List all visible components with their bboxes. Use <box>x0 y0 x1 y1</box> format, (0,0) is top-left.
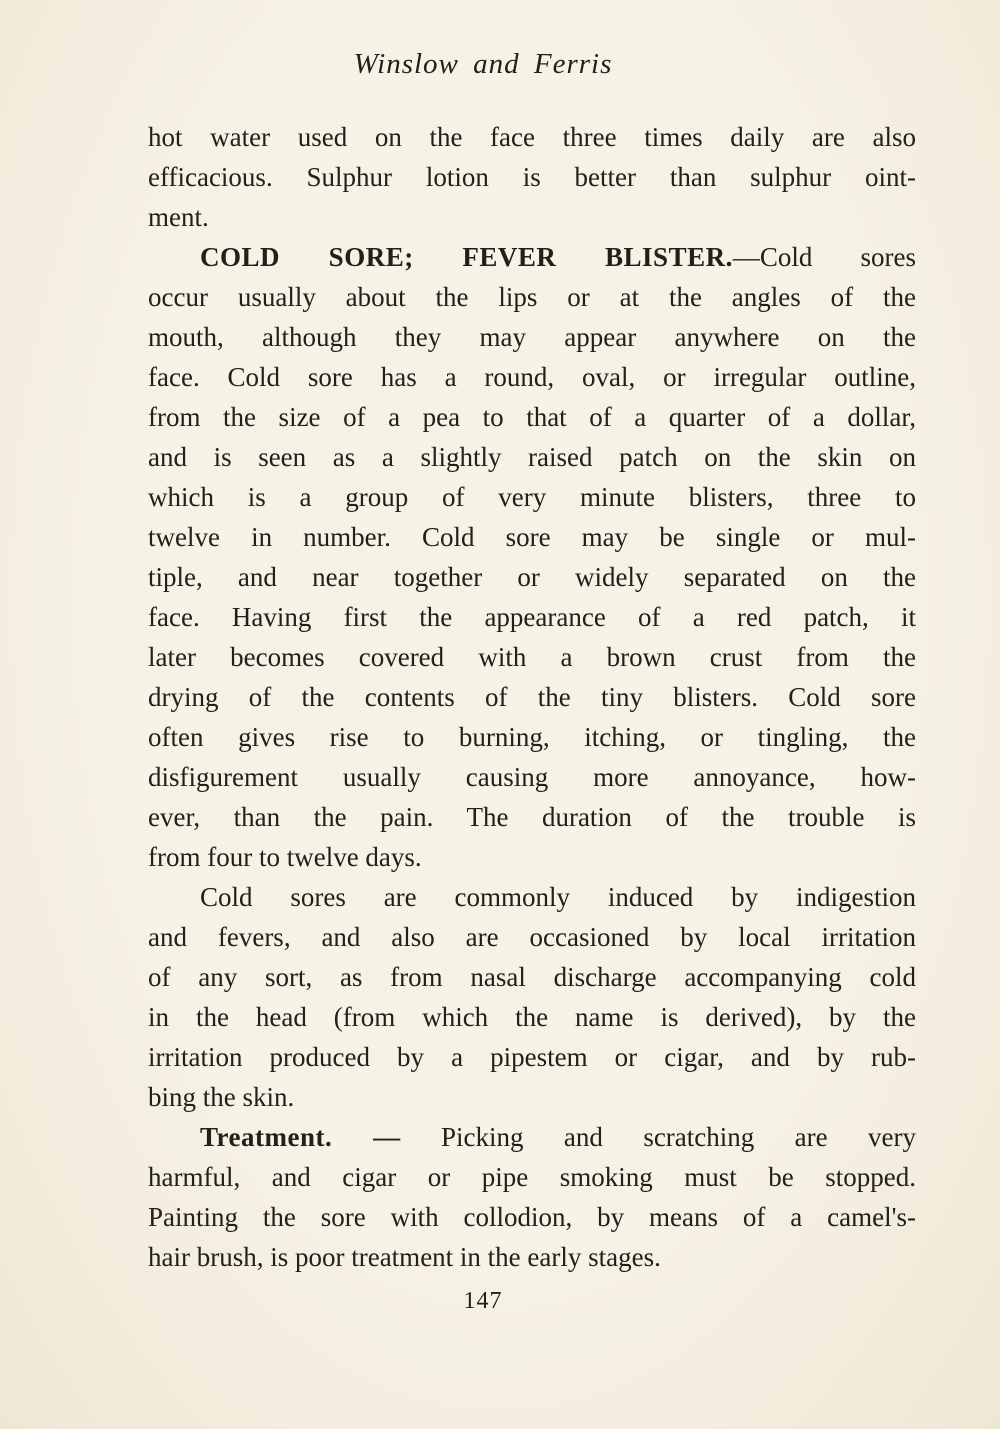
text-line: in the head (from which the name is derived), by the <box>148 1002 916 1032</box>
paragraph <box>148 237 916 877</box>
text-line: of any sort, as from nasal discharge accompanying cold <box>148 962 916 992</box>
bold-lead: COLD SORE; FEVER BLISTER. <box>200 242 733 272</box>
text-line: Cold sores are commonly induced by indigestion <box>200 882 916 912</box>
text-line: face. Cold sore has a round, oval, or irregular outline, <box>148 362 916 392</box>
text-line: occur usually about the lips or at the angles of the <box>148 282 916 312</box>
text-line: Painting the sore with collodion, by means of a camel's- <box>148 1202 916 1232</box>
text-line: which is a group of very minute blisters, three to <box>148 482 916 512</box>
text-line: hot water used on the face three times daily are also <box>148 122 916 152</box>
text-line: later becomes covered with a brown crust from the <box>148 642 916 672</box>
text-line: harmful, and cigar or pipe smoking must be stopped. <box>148 1162 916 1192</box>
text-line: COLD SORE; FEVER BLISTER.—Cold sores <box>200 242 917 272</box>
page-text <box>148 117 916 1277</box>
text-line: bing the skin. <box>148 1082 295 1112</box>
text-line: mouth, although they may appear anywhere on the <box>148 322 916 352</box>
text-line: hair brush, is poor treatment in the early stages. <box>148 1242 661 1272</box>
text-line: often gives rise to burning, itching, or tingling, the <box>148 722 916 752</box>
text-line: and fevers, and also are occasioned by local irritation <box>148 922 916 952</box>
text-line: ment. <box>148 202 209 232</box>
text-line: ever, than the pain. The duration of the trouble is <box>148 802 916 832</box>
text-line: irritation produced by a pipestem or cigar, and by rub- <box>148 1042 916 1072</box>
page-number: 147 <box>463 1288 503 1314</box>
text-line: and is seen as a slightly raised patch on the skin on <box>148 442 916 472</box>
running-header: Winslow and Ferris <box>353 48 613 80</box>
text-line: twelve in number. Cold sore may be single or mul- <box>148 522 916 552</box>
text-line: from the size of a pea to that of a quarter of a dollar, <box>148 402 916 432</box>
text-line: from four to twelve days. <box>148 842 422 872</box>
text-line: efficacious. Sulphur lotion is better than sulphur oint- <box>148 162 916 192</box>
text-line: tiple, and near together or widely separated on the <box>148 562 916 592</box>
text-line: Treatment. — Picking and scratching are very <box>200 1122 917 1152</box>
bold-lead: Treatment. — <box>200 1122 401 1152</box>
text-line: drying of the contents of the tiny blisters. Cold sore <box>148 682 916 712</box>
text-line: face. Having first the appearance of a red patch, it <box>148 602 916 632</box>
paragraph <box>148 1117 916 1277</box>
paragraph <box>148 117 916 237</box>
paragraph <box>148 877 916 1117</box>
text-line: disfigurement usually causing more annoyance, how- <box>148 762 916 792</box>
